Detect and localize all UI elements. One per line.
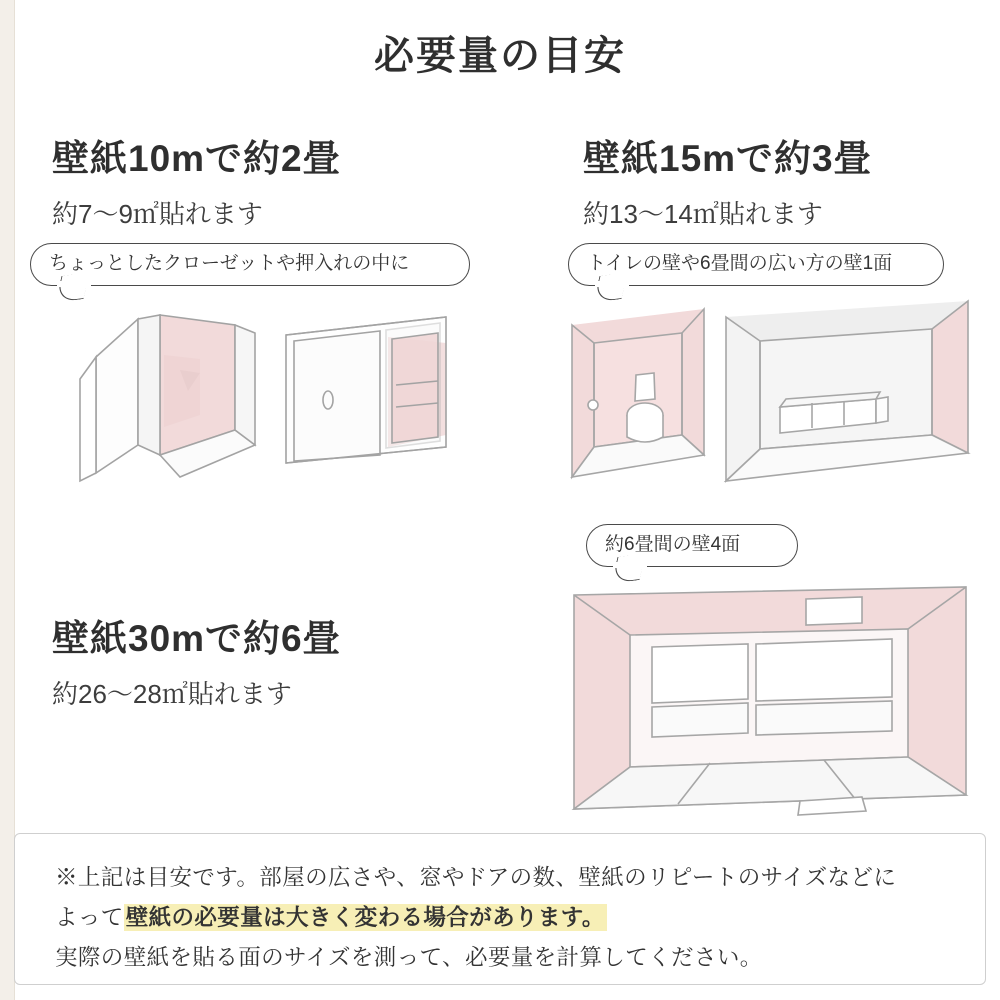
sliding-door-illustration xyxy=(268,295,498,490)
page-title: 必要量の目安 xyxy=(374,34,626,78)
note-line-2-prefix: よって xyxy=(55,905,124,930)
note-box xyxy=(14,833,986,985)
note-line-3: 実際の壁紙を貼る面のサイズを測って、必要量を計算してください。 xyxy=(55,945,763,970)
section-30m-heading: 壁紙30mで約6畳 xyxy=(52,618,341,659)
bubble-tail-cover xyxy=(57,281,91,287)
closet-illustration xyxy=(60,295,280,490)
bubble-toilet-label: トイレの壁や6畳間の広い方の壁1面 xyxy=(587,253,893,274)
note-line-1: ※上記は目安です。部屋の広さや、窓やドアの数、壁紙のリピートのサイズなどに xyxy=(55,865,897,890)
bubble-tail-cover xyxy=(595,281,629,287)
bubble-6tatami xyxy=(586,524,798,567)
section-30m-subheading: 約26〜28㎡貼れます xyxy=(52,679,292,709)
left-edge-stripe xyxy=(0,0,15,1000)
six-tatami-room-illustration xyxy=(560,573,980,828)
living-room-illustration xyxy=(716,295,986,500)
note-line-2 xyxy=(55,900,607,932)
bubble-toilet xyxy=(568,243,944,286)
bubble-closet-label: ちょっとしたクローゼットや押入れの中に xyxy=(49,253,410,274)
bubble-6tatami-label: 約6畳間の壁4面 xyxy=(605,534,741,555)
bubble-tail-cover xyxy=(613,562,647,568)
note-line-2-highlight: 壁紙の必要量は大きく変わる場合があります。 xyxy=(125,905,605,930)
bubble-closet xyxy=(30,243,470,286)
section-15m-heading: 壁紙15mで約3畳 xyxy=(583,138,872,179)
section-10m-heading: 壁紙10mで約2畳 xyxy=(52,138,341,179)
toilet-room-illustration xyxy=(558,295,718,500)
section-10m-subheading: 約7〜9㎡貼れます xyxy=(52,199,263,229)
section-15m-subheading: 約13〜14㎡貼れます xyxy=(583,199,823,229)
